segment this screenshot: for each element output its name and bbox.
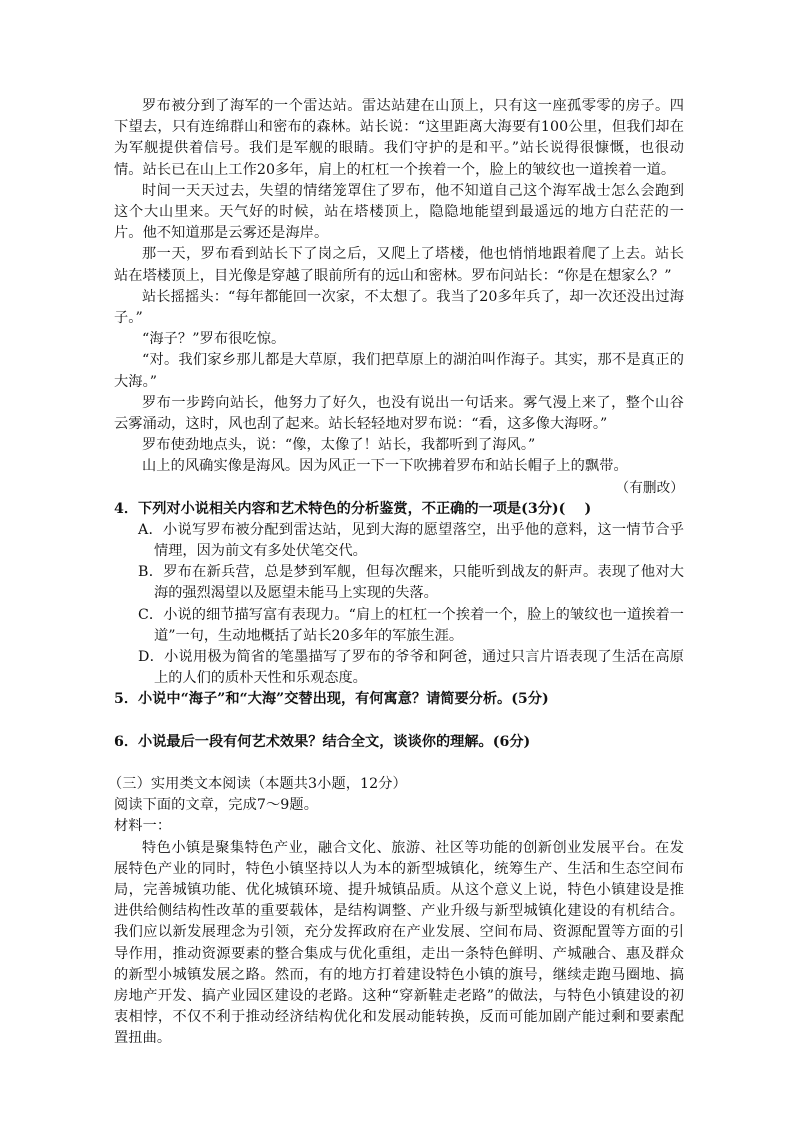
- story-paragraph: 时间一天天过去，失望的情绪笼罩住了罗布，他不知道自己这个海军战士怎么会跑到这个大山里来。天气好的时候，站在塔楼顶上，隐隐地能望到最遥远的地方白茫茫的一片。他不知道那是云雾还是海岸。: [114, 182, 684, 242]
- story-paragraph: 那一天，罗布看到站长下了岗之后，又爬上了塔楼，他也悄悄地跟着爬了上去。站长站在塔楼顶上，目光像是穿越了眼前所有的远山和密林。罗布问站长：“你是在想家么？”: [114, 246, 684, 284]
- story-paragraph: “海子？”罗布很吃惊。: [142, 331, 286, 348]
- option-d: D．小说用极为简省的笔墨描写了罗布的爷爷和阿爸，通过只言片语表现了生活在高原上的人们的质朴天性和乐观态度。: [138, 649, 684, 687]
- story-paragraph: 罗布使劲地点头，说：“像，太像了！站长，我都听到了海风。”: [142, 437, 536, 454]
- source-note: （有删改）: [615, 479, 684, 496]
- story-paragraph: 山上的风确实像是海风。因为风正一下一下吹拂着罗布和站长帽子上的飘带。: [142, 458, 628, 475]
- story-paragraph: 罗布一步跨向站长，他努力了好久，也没有说出一句话来。雾气漫上来了，整个山谷云雾涌动，这时，风也刮了起来。站长轻轻地对罗布说：“看，这多像大海呀。”: [114, 394, 684, 433]
- option-b: B．罗布在新兵营，总是梦到军舰，但每次醒来，只能听到战友的鼾声。表现了他对大海的强烈渴望以及愿望未能马上实现的失落。: [138, 564, 684, 602]
- story-paragraph: 站长摇摇头：“每年都能回一次家，不太想了。我当了20多年兵了，却一次还没出过海子。”: [114, 288, 684, 327]
- document-page: [108, 96, 684, 1050]
- story-paragraph: 罗布被分到了海军的一个雷达站。雷达站建在山顶上，只有这一座孤零零的房子。四下望去，只有连绵群山和密布的森林。站长说：“这里距离大海要有100公里，但我们却在为军舰提供着信号。我们是军舰的眼睛。我们守护的是和平。”站长说得很慷慨，也很动情。站长已在山上工作20多年，肩上的杠杠一个挨着一个，脸上的皱纹也一道挨着一道。: [114, 98, 684, 178]
- story-text: [114, 96, 684, 499]
- material-label: 材料一：: [114, 818, 172, 835]
- question-stem: 4．下列对小说相关内容和艺术特色的分析鉴赏，不正确的一项是(3分)( ): [114, 500, 592, 517]
- question-4: [114, 499, 684, 690]
- option-c: C．小说的细节描写富有表现力。“肩上的杠杠一个挨着一个，脸上的皱纹也一道挨着一道”一句，生动地概括了站长20多年的军旅生涯。: [138, 606, 684, 644]
- story-paragraph: “对。我们家乡那儿都是大草原，我们把草原上的湖泊叫作海子。其实，那不是真正的大海。”: [114, 352, 684, 390]
- answer-space: [114, 753, 684, 774]
- answer-space: [114, 711, 684, 732]
- section-3: [108, 774, 684, 1050]
- section-instruction: 阅读下面的文章，完成7～9题。: [114, 797, 318, 814]
- material-text: 特色小镇是聚集特色产业，融合文化、旅游、社区等功能的创新创业发展平台。在发展特色产业的同时，特色小镇坚持以人为本的新型城镇化，统筹生产、生活和生态空间布局，完善城镇功能、优化城镇环境、提升城镇品质。从这个意义上说，特色小镇建设是推进供给侧结构性改革的重要载体，是结构调整、产业升级与新型城镇化建设的有机结合。我们应以新发展理念为引领，充分发挥政府在产业发展、空间布局、资源配置等方面的引导作用，推动资源要素的整合集成与优化重组，走出一条特色鲜明、产城融合、惠及群众的新型小城镇发展之路。然而，有的地方打着建设特色小镇的旗号，继续走跑马圈地、搞房地产开发、搞产业园区建设的老路。这种“穿新鞋走老路”的做法，与特色小镇建设的初衷相悖，不仅不利于推动经济结构优化和发展动能转换，反而可能加剧产能过剩和要素配置扭曲。: [114, 839, 684, 1047]
- question-6: 6．小说最后一段有何艺术效果？结合全文，谈谈你的理解。(6分): [114, 733, 531, 750]
- section-heading: （三）实用类文本阅读（本题共3小题，12分）: [108, 775, 407, 792]
- option-a: A．小说写罗布被分配到雷达站，见到大海的愿望落空，出乎他的意料，这一情节合乎情理，因为前文有多处伏笔交代。: [138, 521, 684, 560]
- question-5: 5．小说中“海子”和“大海”交替出现，有何寓意？请简要分析。(5分): [114, 691, 549, 708]
